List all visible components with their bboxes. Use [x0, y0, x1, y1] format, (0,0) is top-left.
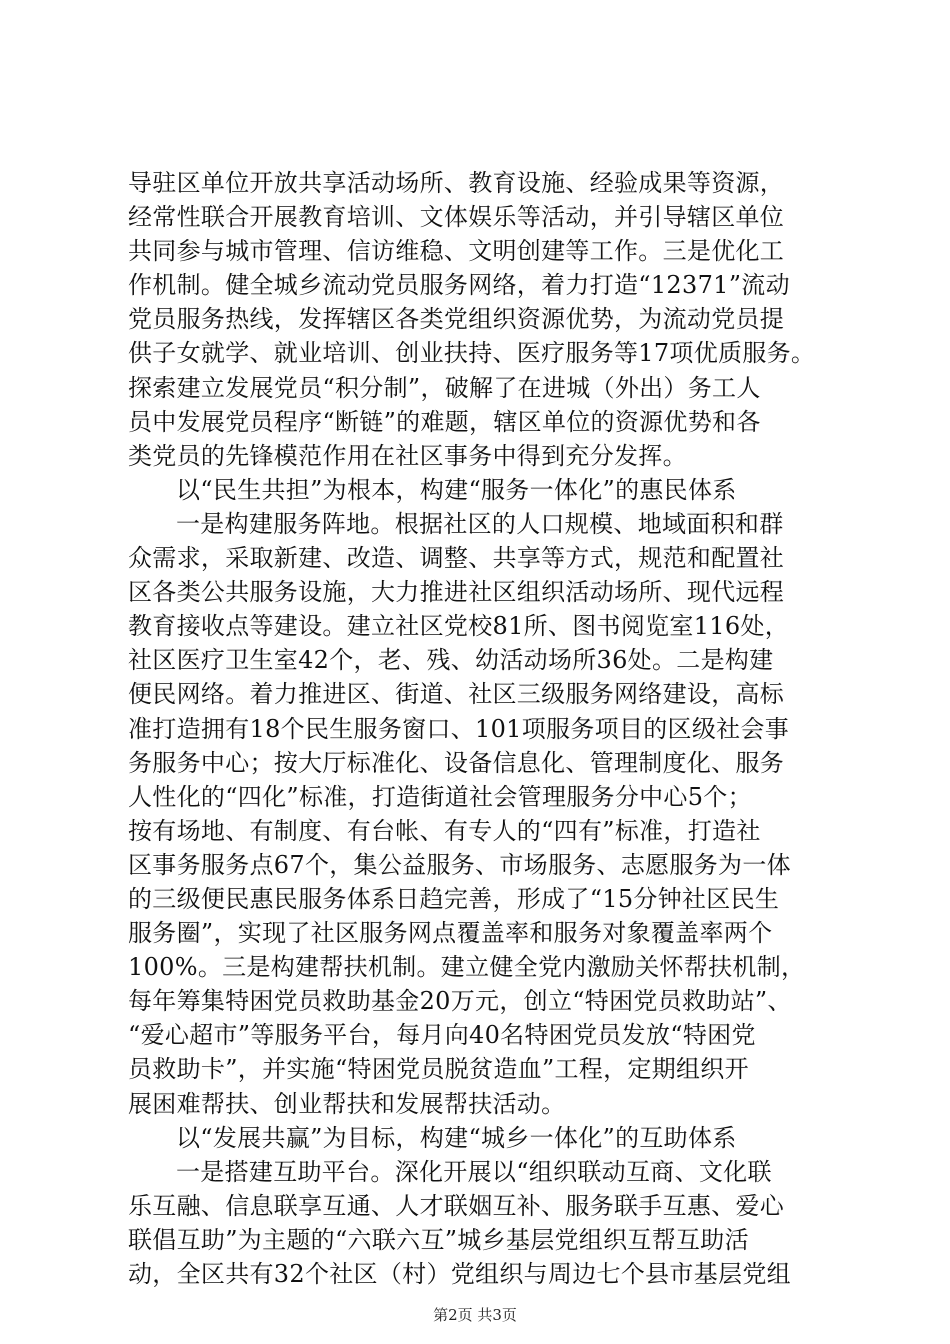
page-number-footer: 第2页 共3页	[433, 1306, 517, 1324]
text-line: 党员服务热线，发挥辖区各类党组织资源优势，为流动党员提	[128, 305, 785, 334]
text-line: “爱心超市”等服务平台，每月向40名特困党员发放“特困党	[128, 1021, 756, 1050]
text-line: 一是搭建互助平台。深化开展以“组织联动互商、文化联	[176, 1157, 772, 1186]
text-line: 便民网络。着力推进区、街道、社区三级服务网络建设，高标	[128, 680, 785, 709]
text-line: 的三级便民惠民服务体系日趋完善，形成了“15分钟社区民生	[128, 884, 780, 913]
text-line: 按有场地、有制度、有台帐、有专人的“四有”标准，打造社	[128, 816, 761, 845]
document-body	[128, 166, 828, 1291]
text-line: 人性化的“四化”标准，打造街道社会管理服务分中心5个；	[128, 782, 752, 811]
text-line: 以“民生共担”为根本，构建“服务一体化”的惠民体系	[176, 475, 737, 504]
text-line: 动，全区共有32个社区（村）党组织与周边七个县市基层党组	[128, 1260, 791, 1288]
text-line: 展困难帮扶、创业帮扶和发展帮扶活动。	[128, 1089, 566, 1118]
text-line: 每年筹集特困党员救助基金20万元，创立“特困党员救助站”、	[128, 987, 792, 1016]
text-line: 联倡互助”为主题的“六联六互”城乡基层党组织互帮互助活	[128, 1225, 749, 1254]
text-line: 类党员的先锋模范作用在社区事务中得到充分发挥。	[128, 441, 687, 470]
text-line: 作机制。健全城乡流动党员服务网络，着力打造“12371”流动	[128, 271, 790, 300]
text-line: 导驻区单位开放共享活动场所、教育设施、经验成果等资源，	[128, 169, 785, 197]
text-line: 众需求，采取新建、改造、调整、共享等方式，规范和配置社	[128, 544, 785, 573]
text-line: 教育接收点等建设。建立社区党校81所、图书阅览室116处，	[128, 612, 790, 641]
text-line: 经常性联合开展教育培训、文体娱乐等活动，并引导辖区单位	[128, 203, 785, 232]
text-line: 100%。三是构建帮扶机制。建立健全党内激励关怀帮扶机制，	[128, 953, 806, 982]
text-line: 供子女就学、就业培训、创业扶持、医疗服务等17项优质服务。	[128, 339, 816, 368]
text-line: 员救助卡”，并实施“特困党员脱贫造血”工程，定期组织开	[128, 1055, 749, 1084]
text-line: 一是构建服务阵地。根据社区的人口规模、地域面积和群	[176, 509, 784, 538]
text-line: 以“发展共赢”为目标，构建“城乡一体化”的互助体系	[176, 1123, 737, 1152]
text-line: 准打造拥有18个民生服务窗口、101项服务项目的区级社会事	[128, 714, 790, 743]
text-line: 共同参与城市管理、信访维稳、文明创建等工作。三是优化工	[128, 237, 785, 266]
text-line: 务服务中心；按大厅标准化、设备信息化、管理制度化、服务	[128, 748, 785, 777]
text-line: 乐互融、信息联享互通、人才联姻互补、服务联手互惠、爱心	[128, 1191, 785, 1220]
text-line: 服务圈”，实现了社区服务网点覆盖率和服务对象覆盖率两个	[128, 919, 773, 948]
text-line: 员中发展党员程序“断链”的难题，辖区单位的资源优势和各	[128, 407, 761, 436]
text-line: 区各类公共服务设施，大力推进社区组织活动场所、现代远程	[128, 578, 785, 607]
text-line: 区事务服务点67个，集公益服务、市场服务、志愿服务为一体	[128, 850, 791, 879]
text-line: 社区医疗卫生室42个，老、残、幼活动场所36处。二是构建	[128, 646, 774, 675]
text-line: 探索建立发展党员“积分制”，破解了在进城（外出）务工人	[128, 373, 761, 402]
